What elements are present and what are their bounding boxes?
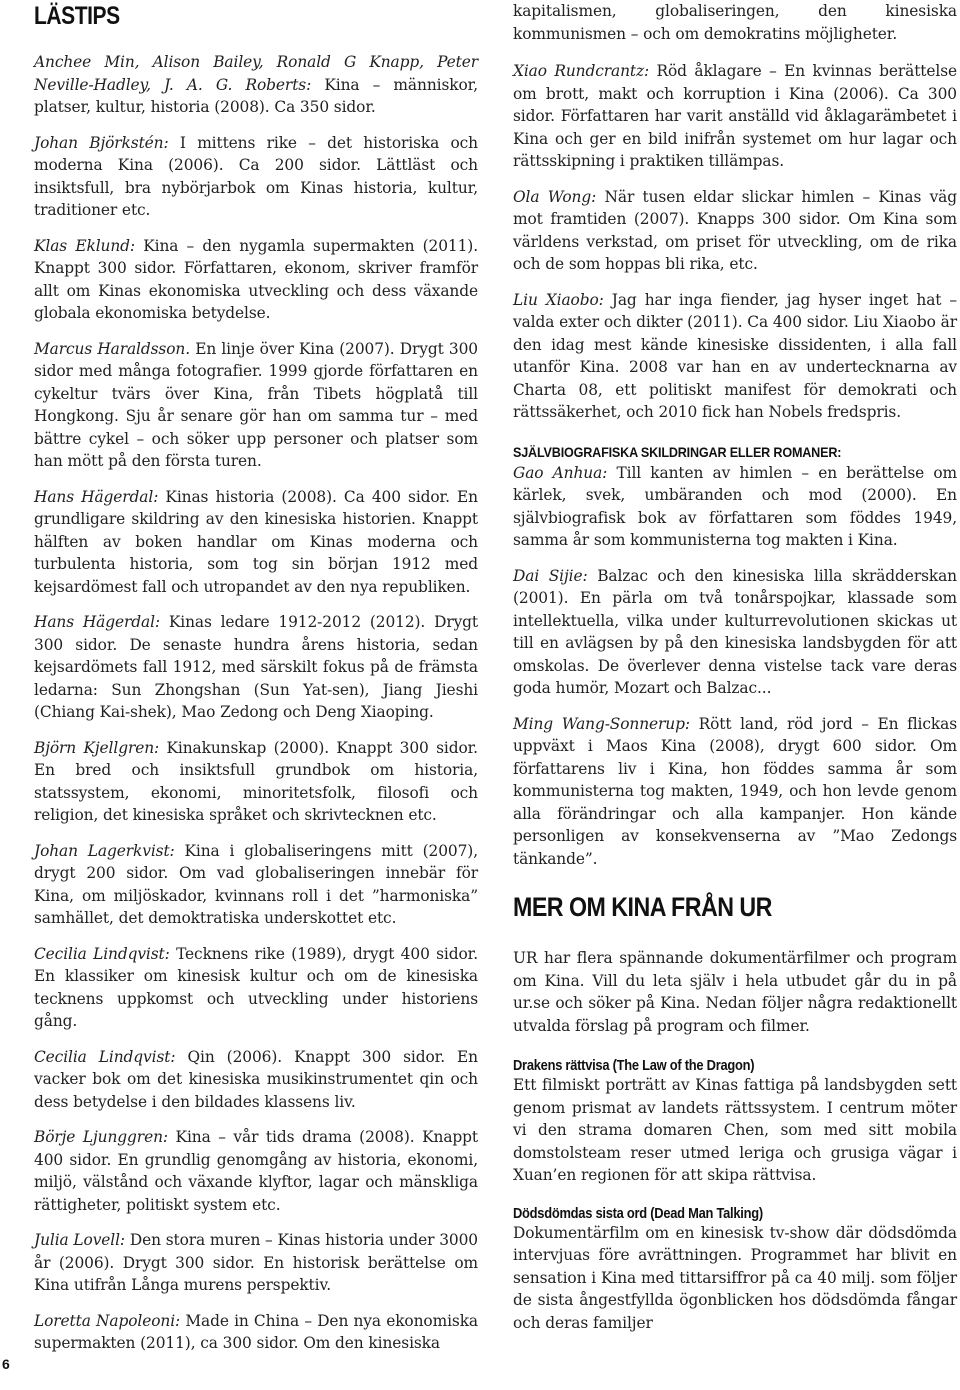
book-author: Julia Lovell: (34, 1231, 126, 1249)
book-list-continued (513, 60, 957, 424)
book-author: Björn Kjellgren: (34, 738, 160, 757)
book-entry (34, 1126, 478, 1216)
book-author: Marcus Haraldsson. (34, 339, 190, 358)
book-description: Kina – människor, platser, kultur, historia (2008). Ca 350 sidor. (34, 75, 478, 116)
book-description: Jag har inga fiender, jag hyser inget hat – valda exter och dikter (2011). Ca 400 sidor. Liu Xiaobo är den idag mest kände kinesiske dissidenten, i alla fall utanför Kina. 2008 var han en av undertecknarna av Charta 08, ett politiskt manifest för demokrati och rättssäkerhet, och 2010 fick han Nobels fredspris. (513, 290, 957, 421)
book-description: I mittens rike – det historiska och moderna Kina (2006). Ca 200 sidor. Lättläst och insiktsfull, bra nybörjarbok om Kinas historia, kultur, traditioner etc. (34, 133, 478, 219)
book-author: Hans Hägerdal: (34, 613, 161, 631)
book-description: Kinakunskap (2000). Knappt 300 sidor. En bred och insiktsfull grundbok om historia, statssystem, ekonomi, minoritetsfolk, filosofi och religion, det kinesiska språket och skrivtecknen etc. (34, 738, 478, 824)
book-entry (34, 1229, 478, 1297)
book-author: Cecilia Lindqvist: (34, 944, 170, 963)
book-description: Tecknens rike (1989), drygt 400 sidor. En klassiker om kinesisk kultur och om de kinesiska tecknens uppkomst och utveckling under historiens gång. (34, 944, 478, 1030)
book-entry (34, 840, 478, 930)
program-title: Drakens rättvisa (The Law of the Dragon) (513, 1057, 755, 1074)
book-entry (34, 1046, 478, 1114)
book-description: Qin (2006). Knappt 300 sidor. En vacker bok om det kinesiska musikinstrumentet qin och dess betydelse i den bildades klassens liv. (34, 1047, 478, 1111)
book-author: Loretta Napoleoni: (34, 1311, 181, 1330)
book-author: Hans Hägerdal: (34, 487, 159, 506)
book-entry (34, 51, 478, 119)
book-entry (513, 289, 957, 424)
bio-heading: SJÄLVBIOGRAFISKA SKILDRINGAR ELLER ROMANER: (513, 443, 842, 460)
book-entry (34, 611, 478, 724)
book-entry (34, 132, 478, 222)
program-list (513, 1057, 957, 1334)
book-description: Kina i globaliseringens mitt (2007), drygt 200 sidor. Om vad globaliseringen innebär för Kina, om miljöskador, kvinnans roll i det ”harmoniska” samhället, det demoktratiska underskottet etc. (34, 841, 478, 927)
book-entry (34, 235, 478, 325)
book-entry (34, 1310, 478, 1355)
book-description: Den stora muren – Kinas historia under 3000 år (2006). Drygt 300 sidor. En historisk berättelse om Kina utifrån Långa murens perspektiv. (34, 1231, 479, 1294)
book-entry (513, 60, 957, 173)
book-description: En linje över Kina (2007). Drygt 300 sidor med många fotografier. 1999 gjorde författaren en cykeltur tvärs över Kina, från Tibets högplatå till Hongkong. Sju år senare gör han om samma tur – med bättre cykel – och söker upp personer och platser som han mött på den första turen. (34, 339, 478, 470)
right-column (513, 0, 957, 1352)
bio-list (513, 462, 957, 871)
book-description: Röd åklagare – En kvinnas berättelse om brott, makt och korruption i Kina (2006). Ca 300 sidor. Författaren har varit anställd vid åklagarämbetet i Kina och ger en bild inifrån systemet om hur lagar och rättsskipning i praktiken tillämpas. (513, 62, 957, 170)
ur-intro: UR har flera spännande dokumentärfilmer och program om Kina. Vill du leta själv i hela utbudet går du in på ur.se och söker på Kina. Nedan följer några redaktionellt utvalda förslag på program och filmer. (513, 949, 957, 1035)
book-description: Kinas historia (2008). Ca 400 sidor. En grundligare skildring av den kinesiska historien. Knappt hälften av boken handlar om Kinas moderna och turbulenta historia, som tog sin början 1912 med kejsardömest fall och utropandet av den nya republiken. (34, 487, 478, 596)
book-description: Made in China – Den nya ekonomiska supermakten (2011), ca 300 sidor. Om den kinesiska (34, 1311, 478, 1352)
book-author: Liu Xiaobo: (513, 290, 604, 309)
book-author: Ola Wong: (513, 187, 597, 206)
left-column (34, 0, 478, 1368)
ur-heading: MER OM KINA FRÅN UR (513, 892, 772, 922)
book-list (34, 51, 478, 1355)
book-author: Klas Eklund: (34, 236, 135, 255)
page-title: LÄSTIPS (34, 2, 120, 30)
book-description: Kinas ledare 1912-2012 (2012). Drygt 300 sidor. De senaste hundra årens historia, sedan kejsardömets fall 1912, med särskilt fokus på de främsta ledarna: Sun Zhongshan (Sun Yat-sen), Jiang Jieshi (Chiang Kai-shek), Mao Zedong och Deng Xiaoping. (34, 613, 479, 721)
program-description: Ett filmiskt porträtt av Kinas fattiga på landsbygden sett genom prismat av landets rättssystem. I centrum möter vi den strama domaren Chen, som med sitt mobila domstolsteam reser utmed leriga och grusiga vägar i Xuan’en regionen för att skipa rättvisa. (513, 1076, 957, 1184)
book-entry (34, 486, 478, 599)
book-author: Cecilia Lindqvist: (34, 1047, 176, 1066)
book-author: Xiao Rundcrantz: (513, 62, 650, 80)
book-entry (34, 943, 478, 1033)
book-description: När tusen eldar slickar himlen – Kinas väg mot framtiden (2007). Knapps 300 sidor. Om Kina som världens verkstad, om priset för utveckling, om de rika och de som hoppas bli rika, etc. (513, 187, 958, 273)
book-description: Till kanten av himlen – en berättelse om kärlek, svek, umbäranden och mod (2000). En självbiografisk bok av författaren som föddes 1949, samma år som kommunisterna tog makten i Kina. (513, 463, 957, 549)
book-entry (513, 713, 957, 871)
book-description: Balzac och den kinesiska lilla skrädderskan (2001). En pärla om två tonårspojkar, klassade som intellektuella, vilka under kulturrevolutionen skickas ut till en avlägsen by på den kinesiska landsbygden för att omskolas. De överlever denna vistelse tack vare deras goda humör, Mozart och Balzac... (513, 566, 957, 697)
book-author: Johan Lagerkvist: (34, 841, 175, 860)
book-description: Kina – vår tids drama (2008). Knappt 400 sidor. En grundlig genomgång av historia, ekonomi, miljö, välstånd och växande klyftor, lagar och mänskliga rättigheter, politiskt system etc. (34, 1128, 478, 1214)
book-author: Anchee Min, Alison Bailey, Ronald G Knapp, Peter Neville-Hadley, J. A. G. Roberts: (34, 53, 478, 94)
book-author: Ming Wang-Sonnerup: (513, 714, 690, 733)
book-description: Rött land, röd jord – En flickas uppväxt i Maos Kina (2008), drygt 600 sidor. Om författarens liv i Kina, hon föddes samma år som kommunisterna tog makten, 1949, och hon levde genom alla förändringar och alla kampanjer. Hon kände personligen av konsekvenserna av ”Mao Zedongs tänkande”. (513, 714, 957, 868)
page-number: 6 (2, 1356, 10, 1372)
program-description: Dokumentärfilm om en kinesisk tv-show där dödsdömda intervjuas före avrättningen. Programmet har blivit en sensation i Kina med tittarsiffror på ca 40 milj. som följer de sista ångestfyllda ögonblicken hos dödsdömda fångar och deras familjer (513, 1223, 957, 1332)
book-description: Kina – den nygamla supermakten (2011). Knappt 300 sidor. Författaren, ekonom, skriver framför allt om Kinas ekonomiska utveckling och dess växande globala ekonomiska betydelse. (34, 236, 478, 322)
book-author: Dai Sijie: (513, 566, 588, 585)
book-author: Johan Björkstén: (34, 133, 169, 152)
book-author: Börje Ljunggren: (34, 1128, 168, 1146)
book-entry (34, 338, 478, 473)
book-entry (513, 565, 957, 700)
book-entry (513, 186, 957, 276)
book-entry (513, 462, 957, 552)
continuation-text: kapitalismen, globaliseringen, den kinesiska kommunismen – och om demokratins möjligheter. (513, 2, 957, 43)
program-title: Dödsdömdas sista ord (Dead Man Talking) (513, 1204, 763, 1222)
book-author: Gao Anhua: (513, 463, 608, 482)
book-entry (34, 737, 478, 827)
